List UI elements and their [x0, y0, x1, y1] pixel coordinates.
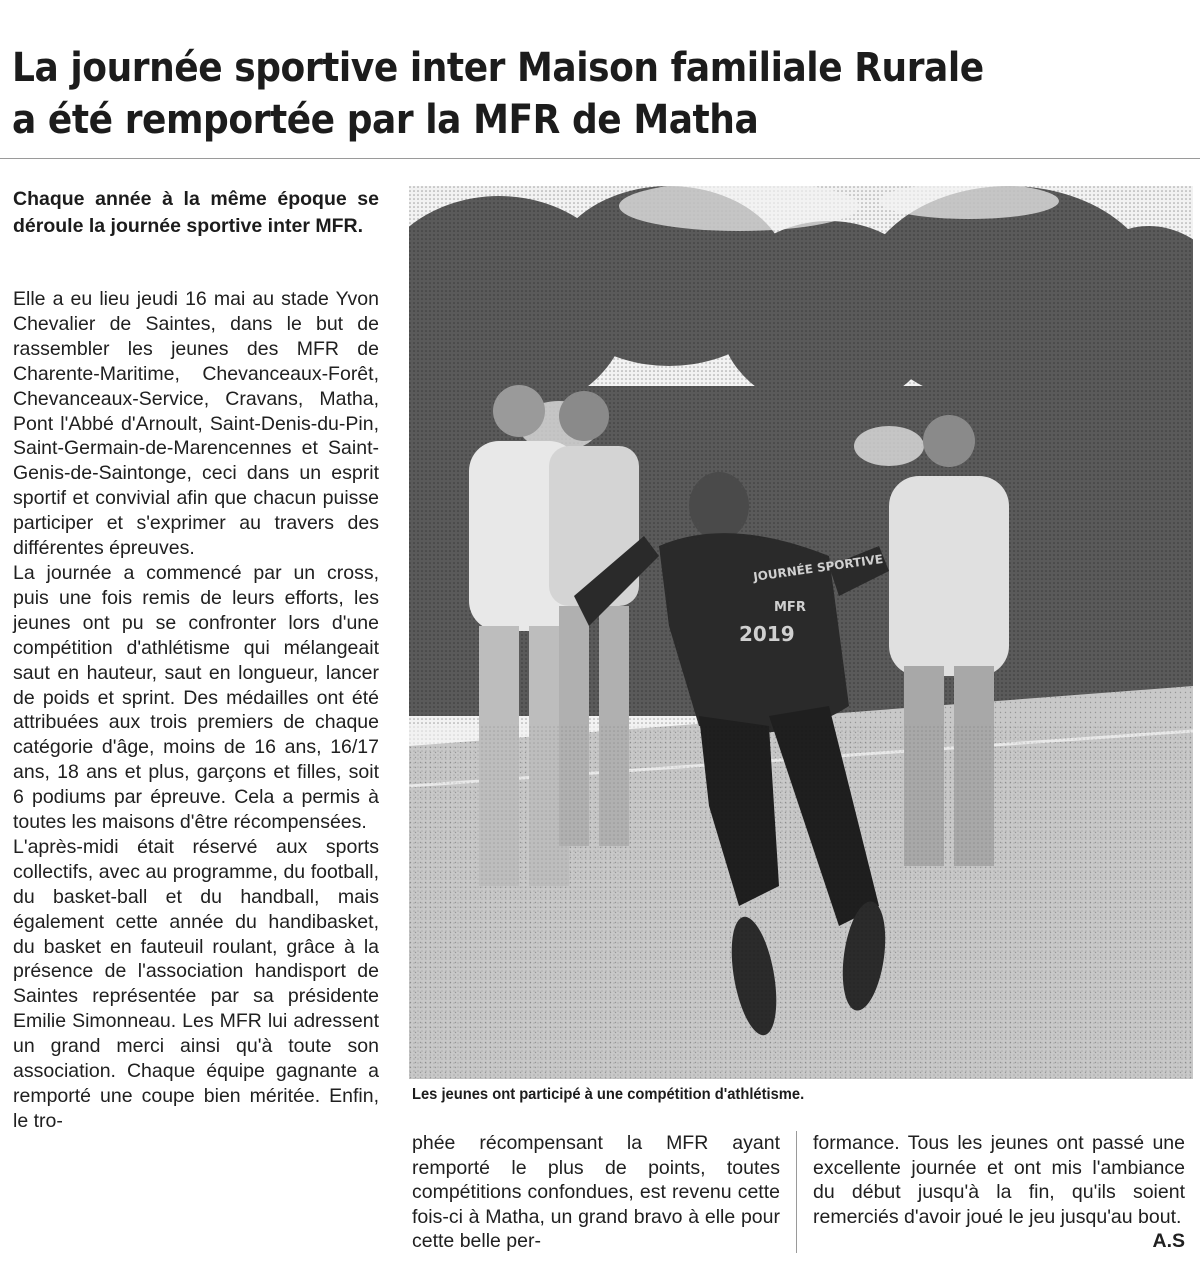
column-1-paragraph-2: La journée a commencé par un cross, puis une fois remis de leurs efforts, les jeunes ont pu se confronter lors d'une compétition d'athlétisme qui mélangeait saut en hauteur, saut en longueur, lancer de poids et sprint. Des médailles ont été attribuées aux trois premiers de chaque catégorie d'âge, moins de 16 ans, 16/17 ans, 18 ans et plus, garçons et filles, soit 6 podiums par épreuve. Cela a permis à toutes les maisons d'être récompensées. [13, 561, 379, 834]
column-1-paragraph-1: Elle a eu lieu jeudi 16 mai au stade Yvon Chevalier de Saintes, dans le but de rassembler les jeunes des MFR de Charente-Maritime, Chevanceaux-Forêt, Chevanceaux-Service, Cravans, Matha, Pont l'Abbé d'Arnoult, Saint-Denis-du-Pin, Saint-Germain-de-Marencennes et Saint-Genis-de-Saintonge, ceci dans un esprit sportif et convivial afin que chacun puisse participer et s'exprimer au travers des différentes épreuves. [13, 288, 379, 560]
shirt-text-mid: MFR [774, 600, 806, 615]
article-photo [409, 186, 1193, 1079]
headline-line-1: La journée sportive inter Maison familiale Rurale [12, 45, 984, 91]
article-column-1 [13, 287, 379, 1134]
column-3-text: formance. Tous les jeunes ont passé une excellente journée et ont mis l'ambiance du début jusqu'à la fin, qu'ils soient remerciés d'avoir joué le jeu jusqu'au bout. [813, 1132, 1185, 1228]
column-divider [796, 1131, 797, 1253]
headline-rule [0, 158, 1200, 159]
column-1-paragraph-3: L'après-midi était réservé aux sports collectifs, avec au programme, du football, du basket-ball et du handball, mais également cette année du handibasket, du basket en fauteuil roulant, grâce à la présence de l'association handisport de Saintes représentée par sa présidente Emilie Simonneau. Les MFR lui adressent un grand merci ainsi qu'à toute son association. Chaque équipe gagnante a remporté une coupe bien méritée. Enfin, le tro- [13, 835, 379, 1132]
article-signature: A.S [1152, 1230, 1185, 1252]
shirt-text-top: JOURNÉE SPORTIVE [752, 551, 884, 584]
article-lead: Chaque année à la même époque se déroule la journée sportive inter MFR. [13, 188, 379, 237]
shirt-text-year: 2019 [739, 622, 795, 646]
article-column-3 [813, 1131, 1185, 1254]
article-column-2: phée récompensant la MFR ayant remporté le plus de points, toutes compétitions confondues, est revenu cette fois-ci à Matha, un grand bravo à elle pour cette belle per- [412, 1132, 780, 1252]
article-headline [12, 42, 1074, 146]
headline-line-2: a été remportée par la MFR de Matha [12, 97, 759, 143]
photo-caption: Les jeunes ont participé à une compétition d'athlétisme. [412, 1086, 805, 1103]
